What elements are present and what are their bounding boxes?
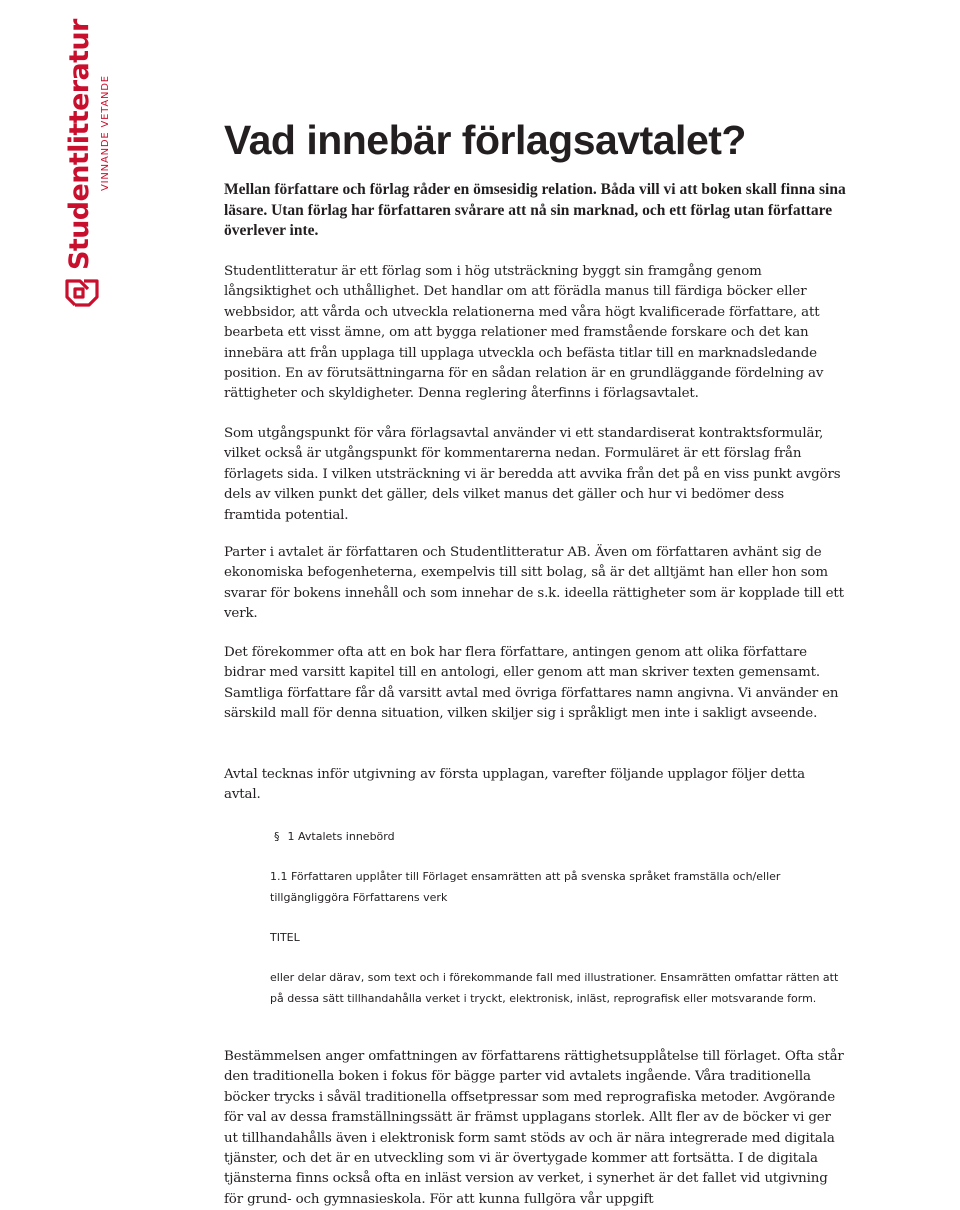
contract-title-placeholder: TITEL (270, 931, 300, 944)
contract-clause-continuation: eller delar därav, som text och i förekommande fall med illustrationer. Ensamrätten omfattar rätten att på dessa sätt tillhandahålla verket i tryckt, elektronisk, inläst, reprografisk eller motsvarande form. (270, 971, 839, 1005)
contract-clause: 1.1 Författaren upplåter till Förlaget ensamrätten att på svenska språket framställa och/eller tillgängliggöra Författarens verk (270, 870, 781, 904)
page-title: Vad innebär förlagsavtalet? (224, 117, 746, 163)
logo-tagline: VINNANDE VETANDE (100, 75, 111, 191)
body-paragraph: Som utgångspunkt för våra förlagsavtal använder vi ett standardiserat kontraktsformulär, vilket också är utgångspunkt för kommentarerna nedan. Formuläret är ett förslag från förlagets sida. I vilken utsträckning vi är beredda att avvika från det på en viss punkt avgörs dels av vilken punkt det gäller, dels vilket manus det gäller och hur vi bedömer dess framtida potential. (224, 426, 841, 523)
body-paragraph: Avtal tecknas inför utgivning av första upplagan, varefter följande upplagor följer detta avtal. (224, 767, 805, 803)
contract-section-heading (274, 827, 395, 848)
body-paragraph: Studentlitteratur är ett förlag som i hög utsträckning byggt sin framgång genom långsiktighet och uthållighet. Det handlar om att förädla manus till färdiga böcker eller webbsidor, att vårda och utveckla relationerna med våra högt kvalificerade författare, att bearbeta ett visst ämne, om att bygga relationer med framstående forskare och det kan innebära att från upplaga till upplaga utveckla och befästa titlar till en marknadsledande position. En av förutsättningarna för en sådan relation är en grundläggande fördelning av rättigheter och skyldigheter. Denna reglering återfinns i förlagsavtalet. (224, 264, 824, 402)
body-paragraph: Parter i avtalet är författaren och Studentlitteratur AB. Även om författaren avhänt sig de ekonomiska befogenheterna, exempelvis till sitt bolag, så är det alltjämt han eller hon som svarar för bokens innehåll och som innehar de s.k. ideella rättigheter som är kopplade till ett verk. (224, 545, 844, 622)
intro-paragraph: Mellan författare och förlag råder en ömsesidig relation. Båda vill vi att boken skall finna sina läsare. Utan förlag har författaren svårare att nå sin marknad, och ett förlag utan författare överlever inte. (224, 181, 846, 239)
final-paragraph: Bestämmelsen anger omfattningen av författarens rättighetsupplåtelse till förlaget. Ofta står den traditionella boken i fokus för bägge parter vid avtalets ingående. Våra traditionella böcker trycks i såväl traditionella offsetpressar som med reprografiska metoder. Avgörande för val av dessa framställningssätt är främst upplagans storlek. Allt fler av de böcker vi ger ut tillhandahålls även i elektronisk form samt stöds av och är nära integrerade med digitala tjänster, och det är en utveckling som vi är övertygade kommer att fortsätta. I de digitala tjänsterna finns också ofta en inläst version av verket, i synerhet är det fallet vid utgivning för grund- och gymnasieskola. För att kunna fullgöra vår uppgift (224, 1049, 844, 1207)
publisher-logo (62, 19, 122, 308)
section-symbol: § (274, 830, 280, 843)
studentlitteratur-mark-icon (62, 278, 102, 308)
body-paragraph: Det förekommer ofta att en bok har flera författare, antingen genom att olika författare bidrar med varsitt kapitel till en antologi, eller genom att man skriver texten gemensamt. Samtliga författare får då varsitt avtal med övriga författares namn angivna. Vi använder en särskild mall för denna situation, vilken skiljer sig i språkligt men inte i sakligt avseende. (224, 645, 839, 722)
section-heading-text: 1 Avtalets innebörd (287, 830, 395, 843)
logo-wordmark: Studentlitteratur (64, 19, 95, 270)
